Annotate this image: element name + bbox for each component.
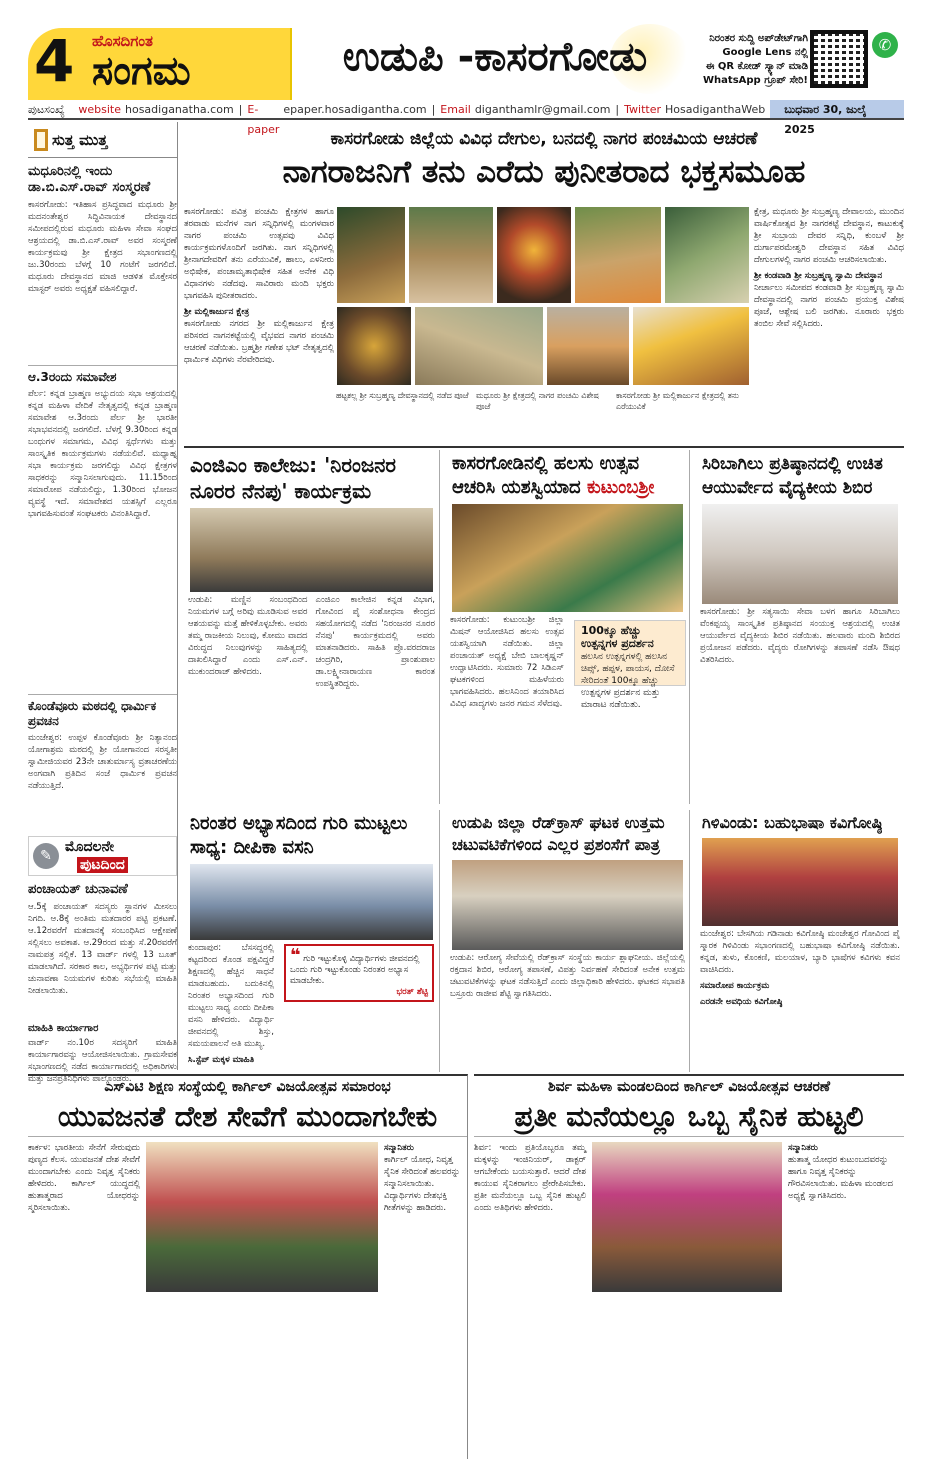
- top-story-body-2: ಕಾಸರಗೋಡು ನಗರದ ಶ್ರೀ ಮಲ್ಲಿಕಾರ್ಜುನ ಕ್ಷೇತ್ರ ಪರಿಸರದ ನಾಗನಕಟ್ಟೆಯಲ್ಲಿ ವೈಭವದ ನಾಗರ ಪಂಚಮಿ ಆಚರಣೆ ನಡೆಯಿತು. ಬ್ರಹ್ಮಶ್ರೀ ಗಣೇಶ ಭಟ್ ನೇತೃತ್ವದಲ್ಲಿ ಧಾರ್ಮಿಕ ವಿಧಿಗಳು ನೆರವೇರಿದವು.: [184, 319, 334, 365]
- quote-text: ಗುರಿ ಇಟ್ಟುಕೊಳ್ಳಿ ವಿದ್ಯಾರ್ಥಿಗಳು ಜೀವನದಲ್ಲಿ ಒಂದು ಗುರಿ ಇಟ್ಟುಕೊಂಡು ನಿರಂತರ ಅಭ್ಯಾಸ ಮಾಡಬೇಕು.: [290, 954, 420, 986]
- story-mgm-college: [184, 450, 440, 804]
- ritual-photo-1: [574, 206, 662, 304]
- brief-1-body: ಕಾಸರಗೋಡು: ಇತಿಹಾಸ ಪ್ರಸಿದ್ಧವಾದ ಮಧೂರು ಶ್ರೀ ಮದನಂತೇಶ್ವರ ಸಿದ್ಧಿವಿನಾಯಕ ದೇವಸ್ಥಾನದ ಸಮೀಪದಲ್ಲಿರುವ ಮಧೂರು ಮಹಿಳಾ ಸೇವಾ ಸಂಘದ ಆಶ್ರಯದಲ್ಲಿ ಡಾ.ಬಿ.ಎಸ್.ರಾವ್ ಅವರ ಸಂಸ್ಮರಣೆ ಕಾರ್ಯಕ್ರಮವು ಶ್ರೀ ಕ್ಷೇತ್ರದ ಸಭಾಂಗಣದಲ್ಲಿ ಜು.30ರಂದು ಬೆಳಗ್ಗೆ 10 ಗಂಟೆಗೆ ಜರಗಲಿದೆ. ಮಧೂರು ದೇವಸ್ಥಾನದ ಮಾಜಿ ಆಡಳಿತ ಮೊಕ್ತೇಸರ ಮಾಸ್ಟರ್ ಅವರು ಅಧ್ಯಕ್ಷತೆ ವಹಿಸಲಿದ್ದಾರೆ.: [28, 200, 177, 294]
- story-mgm-headline[interactable]: ಎಂಜಿಎಂ ಕಾಲೇಜು: 'ನಿರಂಜನರ ನೂರರ ನೆನಪು' ಕಾರ್ಯಕ್ರಮ: [190, 453, 396, 503]
- story-red-cross-body: ಉಡುಪಿ: ಆರೋಗ್ಯ ಸೇವೆಯಲ್ಲಿ ರೆಡ್‌ಕ್ರಾಸ್ ಸಂಸ್ಥೆಯ ಕಾರ್ಯ ಶ್ಲಾಘನೀಯ. ಜಿಲ್ಲೆಯಲ್ಲಿ ರಕ್ತದಾನ ಶಿಬಿರ, ಆರೋಗ್ಯ ತಪಾಸಣೆ, ವಿಪತ್ತು ನಿರ್ವಹಣೆ ಸೇರಿದಂತೆ ಅನೇಕ ಉತ್ತಮ ಚಟುವಟಿಕೆಗಳನ್ನು ಘಟಕ ನಡೆಸುತ್ತಿದೆ ಎಂದು ಜಿಲ್ಲಾಧಿಕಾರಿ ಹೇಳಿದರು. ಘಟಕದ ಸಭಾಪತಿ ಬಸ್ರೂರು ರಾಜೀವ ಶೆಟ್ಟಿ ಸ್ವಾಗತಿಸಿದರು.: [450, 953, 685, 999]
- story-deepika-body: [184, 942, 278, 1092]
- red-cross-photo: [452, 860, 683, 950]
- brief-4-headline[interactable]: ಪಂಚಾಯತ್ ಚುನಾವಣೆ: [28, 882, 128, 897]
- top-story-body-3: ಕ್ಷೇತ್ರ, ಮಧೂರು ಶ್ರೀ ಸುಬ್ರಹ್ಮಣ್ಯ ದೇವಾಲಯ, ಮುಂದಿನ ವಾರ್ಷಿಕೋತ್ಸವ ಶ್ರೀ ನಾಗರಕಟ್ಟೆ ದೇವಸ್ಥಾನ, ಕಾಟುಕುಕ್ಕೆ ಶ್ರೀ ಸುಬ್ರಾಯ ದೇವರ ಸನ್ನಿಧಿ, ಕುಂಬಳೆ ಶ್ರೀ ದುರ್ಗಾಪರಮೇಶ್ವರಿ ದೇವಸ್ಥಾನ ಸಹಿತ ವಿವಿಧ ದೇಗುಲಗಳಲ್ಲಿ ನಾಗರ ಪಂಚಮಿ ಆಚರಿಸಲಾಯಿತು.: [754, 207, 904, 265]
- story-kargil-shirva-kicker: ಶಿರ್ವ ಮಹಿಳಾ ಮಂಡಲದಿಂದ ಕಾರ್ಗಿಲ್ ವಿಜಯೋತ್ಸವ ಆಚರಣೆ: [547, 1079, 831, 1095]
- story-kargil-svt-body-2: ಕಾರ್ಗಿಲ್ ಯೋಧ, ನಿವೃತ್ತ ಸೈನಿಕ ಸೇರಿದಂತೆ ಹಲವರನ್ನು ಸನ್ಮಾನಿಸಲಾಯಿತು. ವಿದ್ಯಾರ್ಥಿಗಳು ದೇಶಭಕ್ತಿ ಗೀತೆಗಳನ್ನು ಹಾಡಿದರು.: [384, 1155, 461, 1213]
- brief-3-headline[interactable]: ಕೊಂಡೆವೂರು ಮಠದಲ್ಲಿ ಧಾರ್ಮಿಕ ಪ್ರವಚನ: [28, 694, 177, 729]
- story-poet-meet: [696, 810, 904, 1072]
- deepika-event-photo: [190, 864, 433, 940]
- brief-4-body-2: ವಾರ್ಡ್ ನಂ.10ರ ಸದಸ್ಯರಿಗೆ ಮಾಹಿತಿ ಕಾರ್ಯಾಗಾರವನ್ನು ಆಯೋಜಿಸಲಾಯಿತು. ಗ್ರಾಮಸೇವಕ ಸಭಾಂಗಣದಲ್ಲಿ ನಡೆದ ಕಾರ್ಯಾಗಾರದಲ್ಲಿ ಅಧಿಕಾರಿಗಳು ಮತ್ತು ಜನಪ್ರತಿನಿಧಿಗಳು ಪಾಲ್ಗೊಂಡರು.: [28, 1038, 177, 1084]
- promo-line-2: ಪುಟದಿಂದ: [77, 857, 128, 873]
- story-jackfruit-headline[interactable]: [446, 450, 689, 502]
- story-kargil-shirva-body-2: ಹುತಾತ್ಮ ಯೋಧರ ಕುಟುಂಬದವರನ್ನು ಹಾಗೂ ನಿವೃತ್ತ ಸೈನಿಕರನ್ನು ಗೌರವಿಸಲಾಯಿತು. ಮಹಿಳಾ ಮಂಡಲದ ಅಧ್ಯಕ್ಷೆ ಸ್ವಾಗತಿಸಿದರು.: [788, 1155, 894, 1201]
- top-story-headline[interactable]: ನಾಗರಾಜನಿಗೆ ತನು ಎರೆದು ಪುನೀತರಾದ ಭಕ್ತಸಮೂಹ: [282, 154, 806, 190]
- story-jackfruit-headline-line-2: ಆಚರಿಸಿ ಯಶಸ್ವಿಯಾದ: [452, 477, 587, 498]
- story-kargil-svt-headline[interactable]: ಯುವಜನತೆ ದೇಶ ಸೇವೆಗೆ ಮುಂದಾಗಬೇಕು: [28, 1098, 467, 1137]
- qr-instructions: [702, 32, 808, 88]
- info-box-body: ಹಲಸಿನ ಉತ್ಪನ್ನಗಳಲ್ಲಿ ಹಲಸಿನ ಚಿಪ್ಸ್, ಹಪ್ಪಳ, ಪಾಯಸ, ದೋಸೆ ಸೇರಿದಂತೆ 100ಕ್ಕೂ ಹೆಚ್ಚು ಉತ್ಪನ್ನಗಳ ಪ್ರದರ್ಶನ ಮತ್ತು ಮಾರಾಟ ನಡೆಯಿತು.: [581, 652, 675, 710]
- story-poet-headline[interactable]: ಗಿಳಿವಿಂಡು: ಬಹುಭಾಷಾ ಕವಿಗೋಷ್ಠಿ: [702, 813, 883, 832]
- temple-photo-1: [336, 206, 406, 304]
- poet-meet-photo: [702, 838, 898, 926]
- jackfruit-fest-photo: [452, 504, 683, 612]
- story-deepika-text: ಕುಂದಾಪುರ: ಬೆಸಸದ್ದರಲ್ಲಿ ಕಟ್ಟದರಿಂದ ಕೊಂಡ ಪಕ್ಷವಿದ್ದರೆ ಶಿಕ್ಷಣದಲ್ಲಿ ಹೆಚ್ಚಿನ ಸಾಧನೆ ಮಾಡಬಹುದು. ಬದುಕಿನಲ್ಲಿ ನಿರಂತರ ಅಭ್ಯಾಸದಿಂದ ಗುರಿ ಮುಟ್ಟಲು ಸಾಧ್ಯ ಎಂದು ದೀಪಿಕಾ ವಸನಿ ಹೇಳಿದರು. ವಿದ್ಯಾರ್ಥಿ ಜೀವನದಲ್ಲಿ ಶಿಸ್ತು, ಸಮಯಪಾಲನೆ ಅತಿ ಮುಖ್ಯ.: [188, 943, 274, 1049]
- mgm-event-photo: [190, 508, 433, 592]
- story-kargil-shirva-side: [788, 1142, 904, 1202]
- story-ayurveda-camp: [696, 450, 904, 804]
- story-poet-body: [696, 928, 904, 1064]
- priest-photo: [632, 306, 750, 386]
- section-title: ಸುತ್ತ ಮುತ್ತ: [52, 130, 108, 149]
- brand-title: ಸಂಗಮ: [92, 48, 191, 94]
- edition-title: ಉಡುಪಿ -ಕಾಸರಗೋಡು: [342, 34, 648, 80]
- website-label: website: [78, 103, 121, 116]
- front-page-continuation-promo: [28, 836, 177, 876]
- top-story: [184, 122, 904, 448]
- story-kargil-svt-body: ಕಾರ್ಕಳ: ಭಾರತೀಯ ಸೇನೆಗೆ ಸೇರುವುದು ಪುಣ್ಯದ ಕೆಲಸ. ಯುವಜನತೆ ದೇಶ ಸೇವೆಗೆ ಮುಂದಾಗಬೇಕು ಎಂದು ನಿವೃತ್ತ ಸೈನಿಕರು ಹೇಳಿದರು. ಕಾರ್ಗಿಲ್ ಯುದ್ಧದಲ್ಲಿ ಹುತಾತ್ಮರಾದ ಯೋಧರನ್ನು ಸ್ಮರಿಸಲಾಯಿತು.: [28, 1143, 140, 1213]
- story-ayurveda-headline[interactable]: ಸಿರಿಬಾಗಿಲು ಪ್ರತಿಷ್ಠಾನದಲ್ಲಿ ಉಚಿತ ಆಯುರ್ವೇದ ವೈದ್ಯಕೀಯ ಶಿಬಿರ: [702, 454, 883, 498]
- story-kargil-svt-subhead: ಸನ್ಮಾನಿತರು: [384, 1143, 414, 1153]
- section-header: [28, 122, 177, 158]
- story-kargil-shirva-subhead: ಸನ್ಮಾನಿತರು: [788, 1143, 818, 1153]
- top-story-subhead-2: ಶ್ರೀ ಕಂಡವಾಡಿ ಶ್ರೀ ಸುಬ್ರಹ್ಮಣ್ಯ ಸ್ವಾಮಿ ದೇವಸ್ಥಾನ: [754, 271, 883, 281]
- pen-icon: ✎: [33, 843, 59, 869]
- ayurveda-camp-photo: [702, 504, 898, 604]
- top-story-right-text: [754, 206, 904, 330]
- qr-code[interactable]: [810, 30, 868, 88]
- photo-caption-2: ಮಧೂರು ಶ್ರೀ ಕ್ಷೇತ್ರದಲ್ಲಿ ನಾಗರ ಪಂಚಮಿ ವಿಶೇಷ ಪೂಜೆ: [476, 391, 599, 411]
- top-story-subhead-1: ಶ್ರೀ ಮಲ್ಲಿಕಾರ್ಜುನ ಕ್ಷೇತ್ರ: [184, 307, 250, 317]
- info-bar: ಪುಟಸಂಖ್ಯೆ website hosadiganatha.com | E-paper epaper.hosadigantha.com | Email diganthamlr@gmail.com | Twitter HosadiganthaWeb ಬುಧವಾರ 30, ಜುಲೈ 2025: [28, 100, 904, 120]
- door-icon: [34, 129, 48, 151]
- photo-caption-3: ಕಾಸರಗೋಡು ಶ್ರೀ ಮಲ್ಲಿಕಾರ್ಜುನ ಕ್ಷೇತ್ರದಲ್ಲಿ ತನು ಎರೆಯುವಿಕೆ: [616, 391, 739, 411]
- story-kargil-svt: [28, 1074, 468, 1459]
- story-kargil-svt-kicker: ಎಸ್‌ವಿಟಿ ಶಿಕ್ಷಣ ಸಂಸ್ಥೆಯಲ್ಲಿ ಕಾರ್ಗಿಲ್ ವಿಜಯೋತ್ಸವ ಸಮಾರಂಭ: [104, 1079, 391, 1095]
- issue-date: ಬುಧವಾರ 30, ಜುಲೈ 2025: [770, 100, 904, 118]
- story-kargil-shirva-headline[interactable]: ಪ್ರತೀ ಮನೆಯಲ್ಲೂ ಒಬ್ಬ ಸೈನಿಕ ಹುಟ್ಟಲಿ: [474, 1098, 904, 1137]
- story-jackfruit-headline-highlight: ಕುಟುಂಬಶ್ರೀ: [586, 477, 655, 498]
- epaper-link[interactable]: epaper.hosadigantha.com: [283, 103, 427, 116]
- top-story-photo-grid: [336, 206, 750, 446]
- email-link[interactable]: diganthamlr@gmail.com: [474, 103, 611, 116]
- brief-4-body: ಆ.5ಕ್ಕೆ ಪಂಚಾಯತ್ ಸದಸ್ಯರು ಸ್ಥಾನಗಳ ಮೀಸಲು ನಿಗದಿ. ಆ.8ಕ್ಕೆ ಅಂತಿಮ ಮತದಾರರ ಪಟ್ಟಿ ಪ್ರಕಟಣೆ. ಆ.12ರವರೆಗೆ ಮತದಾನಕ್ಕೆ ಸಂಬಂಧಿಸಿದ ಆಕ್ಷೇಪಣೆ ಸಲ್ಲಿಸಲು ಅವಕಾಶ. ಆ.29ರಂದ ಮತ್ತು ಸೆ.20ರವರೆಗೆ ನಾಮಪತ್ರ ಸಲ್ಲಿಕೆ. 13 ವಾರ್ಡ್ ಗಳಲ್ಲಿ 13 ಬೂತ್ ಮಾಡಲಾಗಿದೆ. ಸರಕಾರ ಕಾಲ, ಅಭ್ಯರ್ಥಿಗಳ ಪಟ್ಟಿ ಮತ್ತು ಚುನಾವಣಾ ನಿಯಮಗಳ ಕುರಿತು ಸಭೆಯಲ್ಲಿ ಮಾಹಿತಿ ನೀಡಲಾಯಿತು.: [28, 902, 177, 996]
- shrine-photo-1: [336, 306, 412, 386]
- top-story-body-4: ನೀರ್ಚಾಲು ಸಮೀಪದ ಕಂಡವಾಡಿ ಶ್ರೀ ಸುಬ್ರಹ್ಮಣ್ಯ ಸ್ವಾಮಿ ದೇವಸ್ಥಾನದಲ್ಲಿ ನಾಗರ ಪಂಚಮಿ ಪ್ರಯುಕ್ತ ವಿಶೇಷ ಪೂಜೆ, ಆಶ್ಲೇಷ ಬಲಿ ಜರಗಿತು. ನೂರಾರು ಭಕ್ತರು ತಂಬಿಲ ಸೇವೆ ಸಲ್ಲಿಸಿದರು.: [754, 283, 904, 329]
- story-deepika-subhead: ಸಿ.ಸ್ಟೆಪ್ ಮಕ್ಕಳ ಮಾಹಿತಿ: [188, 1055, 255, 1065]
- quote-box: [284, 944, 434, 1002]
- deity-photo: [496, 206, 572, 304]
- story-ayurveda-body: ಕಾಸರಗೋಡು: ಶ್ರೀ ಸತ್ಯಸಾಯಿ ಸೇವಾ ಬಳಗ ಹಾಗೂ ಸಿರಿಬಾಗಿಲು ವೆಂಕಪ್ಪಯ್ಯ ಸಾಂಸ್ಕೃತಿಕ ಪ್ರತಿಷ್ಠಾನದ ಸಂಯುಕ್ತ ಆಶ್ರಯದಲ್ಲಿ ಉಚಿತ ಆಯುರ್ವೇದ ವೈದ್ಯಕೀಯ ಶಿಬಿರ ನಡೆಯಿತು. ಹಲವಾರು ಮಂದಿ ಶಿಬಿರದ ಪ್ರಯೋಜನ ಪಡೆದರು. ವೈದ್ಯರು ರೋಗಿಗಳನ್ನು ತಪಾಸಣೆ ನಡೆಸಿ ಔಷಧ ವಿತರಿಸಿದರು.: [700, 607, 900, 665]
- kargil-shirva-photo: [592, 1142, 782, 1292]
- top-story-kicker: ಕಾಸರಗೋಡು ಜಿಲ್ಲೆಯ ವಿವಿಧ ದೇಗುಲ, ಬನದಲ್ಲಿ ನಾಗರ ಪಂಚಮಿಯ ಆಚರಣೆ: [330, 129, 758, 149]
- shrine-photo-3: [546, 306, 630, 386]
- story-deepika-vasani: [184, 810, 440, 1072]
- jackfruit-info-box: [574, 620, 686, 710]
- info-box-title: 100ಕ್ಕೂ ಹೆಚ್ಚು ಉತ್ಪನ್ನಗಳ ಪ್ರದರ್ಶನ: [581, 624, 654, 650]
- website-link[interactable]: hosadiganatha.com: [125, 103, 234, 116]
- story-deepika-headline[interactable]: ನಿರಂತರ ಅಭ್ಯಾಸದಿಂದ ಗುರಿ ಮುಟ್ಟಲು ಸಾಧ್ಯ: ದೀಪಿಕಾ ವಸನಿ: [190, 813, 408, 858]
- ritual-photo-2: [664, 206, 750, 304]
- story-mgm-col-2: ಎಂಜಿಎಂ ಕಾಲೇಜಿನ ಕನ್ನಡ ವಿಭಾಗ, ಗೋವಿಂದ ಪೈ ಸಂಶೋಧನಾ ಕೇಂದ್ರದ ಸಹಯೋಗದಲ್ಲಿ ನಡೆದ 'ನಿರಂಜನರ ನೂರರ ನೆನಪು' ಕಾರ್ಯಕ್ರಮದಲ್ಲಿ ಅವರು ಮಾತನಾಡಿದರು. ಸಾಹಿತಿ ಪ್ರೊ.ವರದರಾಜ ಚಂದ್ರಗಿರಿ, ಪ್ರಾಂಶುಪಾಲ ಡಾ.ಲಕ್ಷ್ಮೀನಾರಾಯಣ ಕಾರಂತ ಉಪಸ್ಥಿತರಿದ್ದರು.: [315, 595, 435, 689]
- qr-line-3: ಈ QR ಕೋಡ್ ಸ್ಕ್ಯಾನ್ ಮಾಡಿ: [705, 61, 808, 72]
- temple-photo-2: [408, 206, 494, 304]
- story-poet-subhead-1: ಸಮಾರೋಪ ಕಾರ್ಯಕ್ರಮ: [700, 981, 770, 991]
- quote-author: ಭರತ್ ಶೆಟ್ಟಿ: [396, 987, 428, 997]
- masthead: [0, 0, 945, 100]
- top-story-left-text: [184, 206, 334, 366]
- qr-line-1: ನಿರಂತರ ಸುದ್ದಿ ಅಪ್‌ಡೇಟ್‌ಗಾಗಿ: [709, 33, 808, 44]
- story-red-cross-headline[interactable]: ಉಡುಪಿ ಜಿಲ್ಲಾ ರೆಡ್‌ಕ್ರಾಸ್ ಘಟಕ ಉತ್ತಮ ಚಟುವಟಿಕೆಗಳಿಂದ ಎಲ್ಲರ ಪ್ರಶಂಸೆಗೆ ಪಾತ್ರ: [452, 813, 665, 854]
- story-kargil-shirva: [474, 1074, 904, 1459]
- promo-line-1: ಮೊದಲನೇ: [65, 839, 114, 855]
- brief-4-subhead: ಮಾಹಿತಿ ಕಾರ್ಯಾಗಾರ: [28, 1023, 99, 1034]
- story-red-cross: [446, 810, 690, 1072]
- story-kargil-svt-side: [384, 1142, 468, 1214]
- story-kargil-shirva-body: ಶಿರ್ವ: ಇಂದು ಪ್ರತಿಯೊಬ್ಬರೂ ತಮ್ಮ ಮಕ್ಕಳನ್ನು ಇಂಜಿನಿಯರ್, ಡಾಕ್ಟರ್ ಆಗಬೇಕೆಂದು ಬಯಸುತ್ತಾರೆ. ಆದರೆ ದೇಶ ಕಾಯುವ ಸೈನಿಕರಾಗಲು ಪ್ರೇರೇಪಿಸಬೇಕು. ಪ್ರತೀ ಮನೆಯಲ್ಲೂ ಒಬ್ಬ ಸೈನಿಕ ಹುಟ್ಟಲಿ ಎಂದು ಅತಿಥಿಗಳು ಹೇಳಿದರು.: [474, 1143, 586, 1213]
- story-jackfruit-body: ಕಾಸರಗೋಡು: ಕುಟುಂಬಶ್ರೀ ಜಿಲ್ಲಾ ಮಿಷನ್ ಆಯೋಜಿಸಿದ ಹಲಸು ಉತ್ಸವ ಯಶಸ್ವಿಯಾಗಿ ನಡೆಯಿತು. ಜಿಲ್ಲಾ ಪಂಚಾಯತ್ ಅಧ್ಯಕ್ಷೆ ಬೇಬಿ ಬಾಲಕೃಷ್ಣನ್ ಉದ್ಘಾಟಿಸಿದರು. ಸುಮಾರು 72 ಸಿಡಿಎಸ್ ಘಟಕಗಳಿಂದ ಮಹಿಳೆಯರು ಭಾಗವಹಿಸಿದರು. ಹಲಸಿನಿಂದ ತಯಾರಿಸಿದ ವಿವಿಧ ಖಾದ್ಯಗಳು ಜನರ ಗಮನ ಸೆಳೆದವು.: [450, 615, 564, 709]
- shrine-photo-2: [414, 306, 544, 386]
- story-mgm-body: [184, 594, 439, 794]
- twitter-label: Twitter: [624, 103, 661, 116]
- brief-2-body: ಪೆರ್ಲ: ಕನ್ನಡ ಬ್ರಾಹ್ಮಣ ಅಭ್ಯುದಯ ಸಭಾ ಆಶ್ರಯದಲ್ಲಿ ಕನ್ನಡ ಮಹಿಳಾ ವೇದಿಕೆ ನೇತೃತ್ವದಲ್ಲಿ ಕನ್ನಡ ಬ್ರಾಹ್ಮಣ ಸಮಾವೇಶ ಆ.3ರಂದು ಪೆರ್ಲ ಶ್ರೀ ಭಾರತೀ ಸಭಾಭವನದಲ್ಲಿ ಜರಗಲಿದೆ. ಬೆಳಗ್ಗೆ 9.30ರಿಂದ ಕನ್ನಡ ಬಂಧುಗಳ ಸಮಾಗಮ, ವಿವಿಧ ಸ್ಪರ್ಧೆಗಳು ಮತ್ತು ಸಾಂಸ್ಕೃತಿಕ ಕಾರ್ಯಕ್ರಮಗಳು ನಡೆಯಲಿವೆ. ಮಧ್ಯಾಹ್ನ ಸಭಾ ಕಾರ್ಯಕ್ರಮ ಜರಗಲಿದ್ದು ವಿವಿಧ ಕ್ಷೇತ್ರಗಳ ಸಾಧಕರನ್ನು ಸನ್ಮಾನಿಸಲಾಗುವುದು. 11.15ರಿಂದ ಸಮಾರೋಪ ನಡೆಯಲಿದ್ದು, 1.30ರಿಂದ ಭೋಜನ ವ್ಯವಸ್ಥೆ ಇದೆ. ಸಮಾವೇಶದ ಯಶಸ್ಸಿಗೆ ಎಲ್ಲರೂ ಭಾಗವಹಿಸುವಂತೆ ಸಂಘಟಕರು ವಿನಂತಿಸಿದ್ದಾರೆ.: [28, 389, 177, 519]
- epaper-label: E-paper: [247, 103, 280, 136]
- story-jackfruit-headline-line-1: ಕಾಸರಗೋಡಿನಲ್ಲಿ ಹಲಸು ಉತ್ಸವ: [452, 453, 640, 474]
- photo-caption-1: ಹಟ್ಟಕಲ್ಲ ಶ್ರೀ ಸುಬ್ರಹ್ಮಣ್ಯ ದೇವಸ್ಥಾನದಲ್ಲಿ ನಡೆದ ಪೂಜೆ: [336, 391, 469, 400]
- left-column: [28, 122, 178, 1084]
- qr-line-4: WhatsApp ಗ್ರೂಪ್ ಸೇರಿ!: [703, 75, 808, 86]
- page-label: ಪುಟಸಂಖ್ಯೆ: [28, 103, 65, 116]
- kargil-svt-photo: [146, 1142, 378, 1292]
- email-label: Email: [440, 103, 471, 116]
- brief-1-headline[interactable]: ಮಧೂರಿನಲ್ಲಿ ಇಂದು ಡಾ.ಬಿ.ಎಸ್.ರಾವ್ ಸಂಸ್ಮರಣೆ: [28, 164, 151, 195]
- qr-line-2: Google Lens ನಲ್ಲಿ: [722, 47, 808, 58]
- whatsapp-icon: ✆: [872, 32, 898, 58]
- page-number: 4: [34, 27, 75, 95]
- story-mgm-col-1: ಉಡುಪಿ: ಮಣ್ಣಿನ ಸಂಬಂಧದಿಂದ ನಿಯಮಗಳ ಬಗ್ಗೆ ಅರಿವು ಮೂಡಿಸುವ ಅವರ ಆಶಯವನ್ನು ಮತ್ತೆ ಹೇಳಿಕೊಳ್ಳಬೇಕು. ಅವರು ತಮ್ಮ ರಾಜಕೀಯ ನಿಲುವು, ಕೋಮು ವಾದದ ವಿರುದ್ಧದ ನಿಲುವುಗಳನ್ನು ಸಾಹಿತ್ಯದಲ್ಲಿ ದಾಖಲಿಸಿದ್ದಾರೆ ಎಂದು ಎಸ್.ಎನ್. ಮುಕುಂದರಾಜ್ ಹೇಳಿದರು.: [188, 595, 308, 677]
- quote-icon: ❝: [290, 945, 301, 966]
- story-poet-text: ಮಂಜೇಶ್ವರ: ಬೇಸಗಿಯ ಗಡಿನಾಡು ಕವಿಗೋಷ್ಠಿ ಮಂಜೇಶ್ವರ ಗೋವಿಂದ ಪೈ ಸ್ಮಾರಕ ಗಿಳಿವಿಂಡು ಸಭಾಂಗಣದಲ್ಲಿ ಬಹುಭಾಷಾ ಕವಿಗೋಷ್ಠಿ ನಡೆಯಿತು. ಕನ್ನಡ, ತುಳು, ಕೊಂಕಣಿ, ಮಲಯಾಳ, ಬ್ಯಾರಿ ಭಾಷೆಗಳ ಕವಿಗಳು ಕವನ ವಾಚಿಸಿದರು.: [700, 929, 900, 975]
- brief-3-body: ಮಂಜೇಶ್ವರ: ಉಪ್ಪಳ ಕೊಂಡೆವೂರು ಶ್ರೀ ನಿತ್ಯಾನಂದ ಯೋಗಾಶ್ರಮ ಮಠದಲ್ಲಿ ಶ್ರೀ ಯೋಗಾನಂದ ಸರಸ್ವತೀ ಸ್ವಾಮೀಜಿಯವರ 23ನೇ ಚಾತುರ್ಮಾಸ್ಯ ವ್ರತಾಚರಣೆಯ ಅಂಗವಾಗಿ ಪ್ರತಿದಿನ ಸಂಜೆ ಧಾರ್ಮಿಕ ಪ್ರವಚನ ನಡೆಯುತ್ತಿದೆ.: [28, 733, 177, 791]
- brand-small: ಹೊಸದಿಗಂತ: [92, 32, 153, 50]
- top-story-body-1: ಕಾಸರಗೋಡು: ಪವಿತ್ರ ಪಂಚಮಿ ಕ್ಷೇತ್ರಗಳ ಹಾಗೂ ತರವಾಡು ಮನೆಗಳ ನಾಗ ಸನ್ನಿಧಿಗಳಲ್ಲಿ ಮಂಗಳವಾರ ನಾಗರ ಪಂಚಮಿ ಉತ್ಸವವು ವಿವಿಧ ಕಾರ್ಯಕ್ರಮಗಳೊಂದಿಗೆ ಜರಗಿತು. ನಾಗ ಸನ್ನಿಧಿಗಳಲ್ಲಿ ಶ್ರೀನಾಗದೇವರಿಗೆ ತನು ಎರೆಯುವಿಕೆ, ಹಾಲು, ಎಳನೀರು ಅಭಿಷೇಕ, ಪಂಚಾಮೃತಾಭಿಷೇಕ ಸಹಿತ ಅನೇಕ ವಿಧಿ ವಿಧಾನಗಳು ನಡೆದವು. ಸಾವಿರಾರು ಮಂದಿ ಭಕ್ತರು ಭಾಗವಹಿಸಿ ಪುನೀತರಾದರು.: [184, 207, 334, 301]
- story-poet-subhead-2: ಎರಡನೇ ಅವಧಿಯ ಕವಿಗೋಷ್ಠಿ: [700, 997, 783, 1007]
- twitter-link[interactable]: HosadiganthaWeb: [665, 103, 766, 116]
- story-jackfruit-fest: [446, 450, 690, 804]
- brief-2-headline[interactable]: ಆ.3ರಂದು ಸಮಾವೇಶ: [28, 365, 177, 385]
